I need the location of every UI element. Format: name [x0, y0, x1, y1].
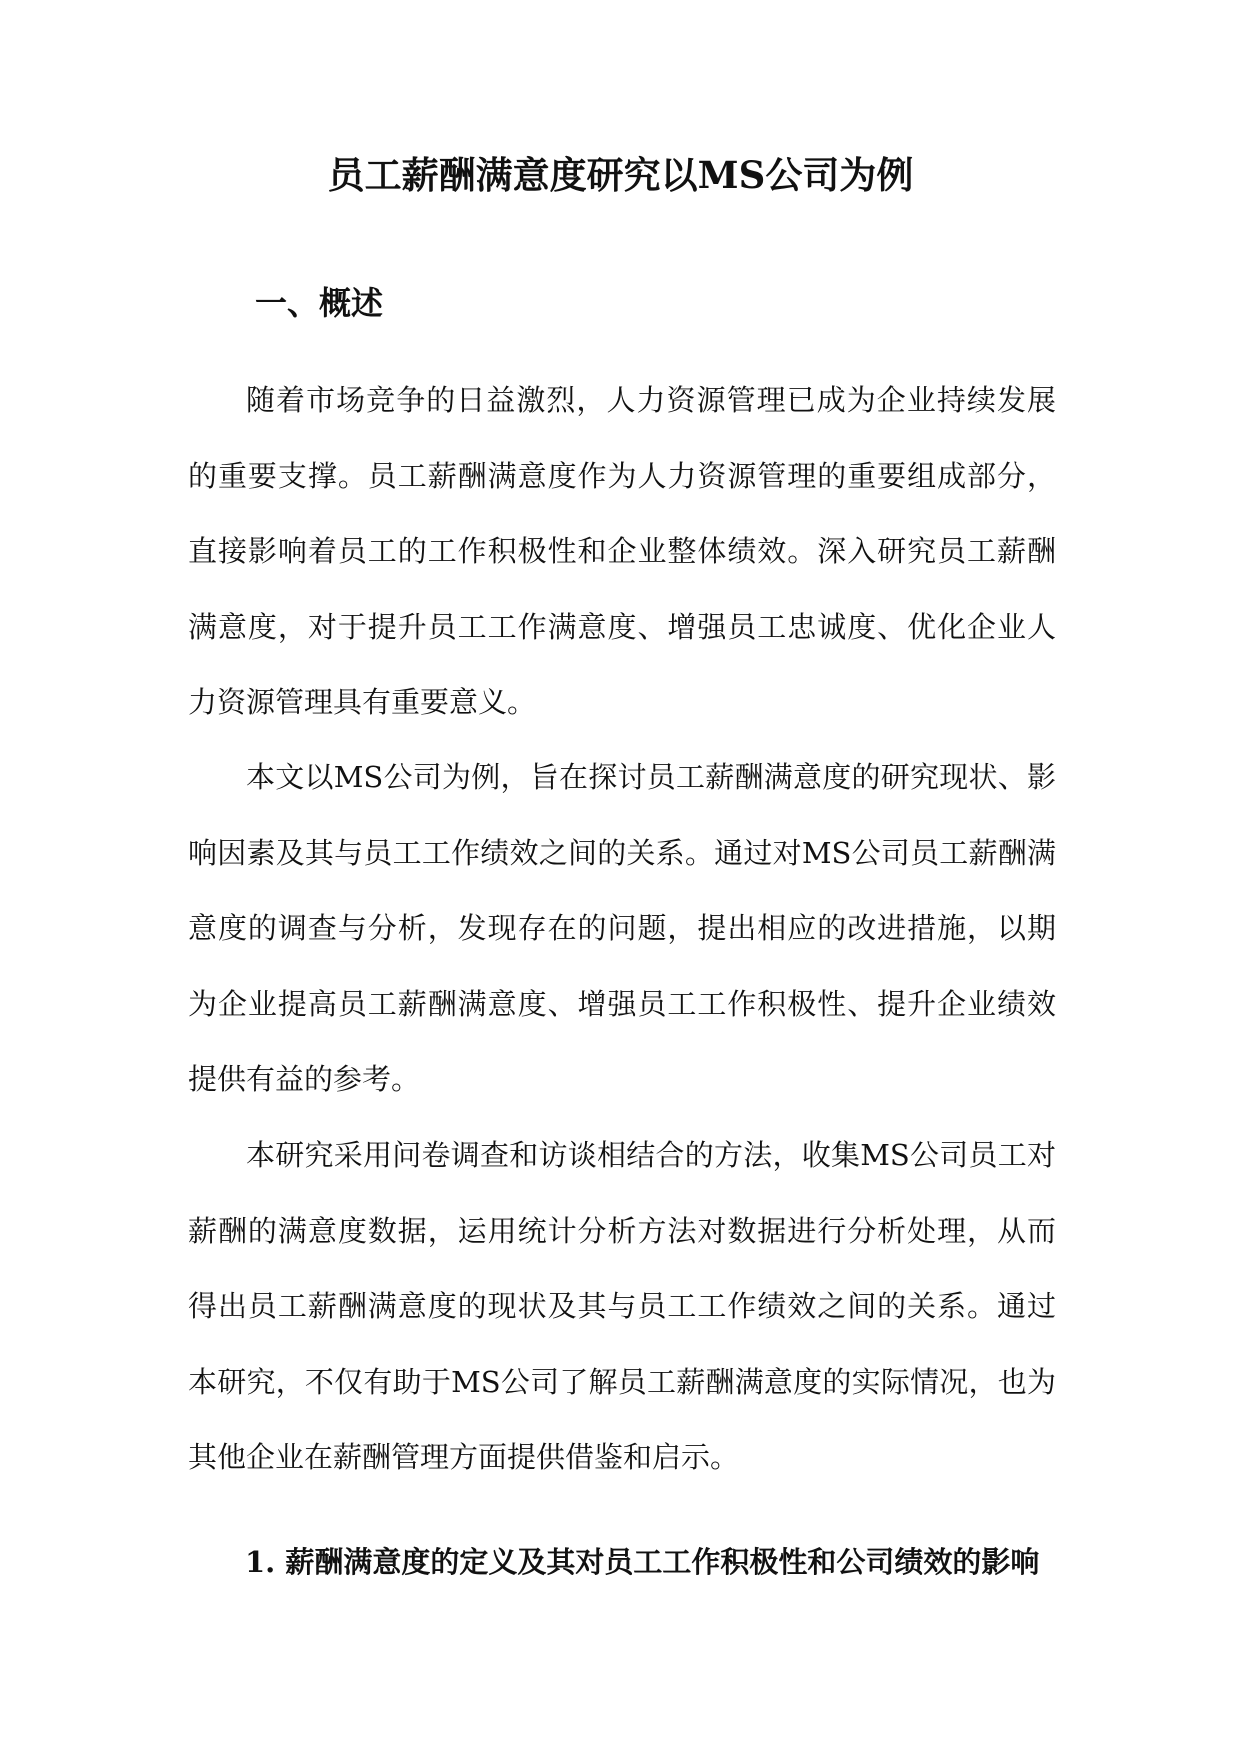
- section-heading: 一、概述: [255, 284, 384, 322]
- paragraph-1: 随着市场竞争的日益激烈，人力资源管理已成为企业持续发展的重要支撑。员工薪酬满意度作为人力资源管理的重要组成部分，直接影响着员工的工作积极性和企业整体绩效。深入研究员工薪酬满意度，对于提升员工工作满意度、增强员工忠诚度、优化企业人力资源管理具有重要意义。: [188, 383, 1056, 719]
- paragraph-2: 本文以MS公司为例，旨在探讨员工薪酬满意度的研究现状、影响因素及其与员工工作绩效之间的关系。通过对MS公司员工薪酬满意度的调查与分析，发现存在的问题，提出相应的改进措施，以期为企业提高员工薪酬满意度、增强员工工作积极性、提升企业绩效提供有益的参考。: [188, 760, 1056, 1096]
- subsection-heading: 1. 薪酬满意度的定义及其对员工工作积极性和公司绩效的影响: [245, 1545, 1040, 1579]
- paragraph-3: 本研究采用问卷调查和访谈相结合的方法，收集MS公司员工对薪酬的满意度数据，运用统计分析方法对数据进行分析处理，从而得出员工薪酬满意度的现状及其与员工工作绩效之间的关系。通过本研究，不仅有助于MS公司了解员工薪酬满意度的实际情况，也为其他企业在薪酬管理方面提供借鉴和启示。: [188, 1138, 1056, 1474]
- document-title: 员工薪酬满意度研究以MS公司为例: [327, 153, 914, 197]
